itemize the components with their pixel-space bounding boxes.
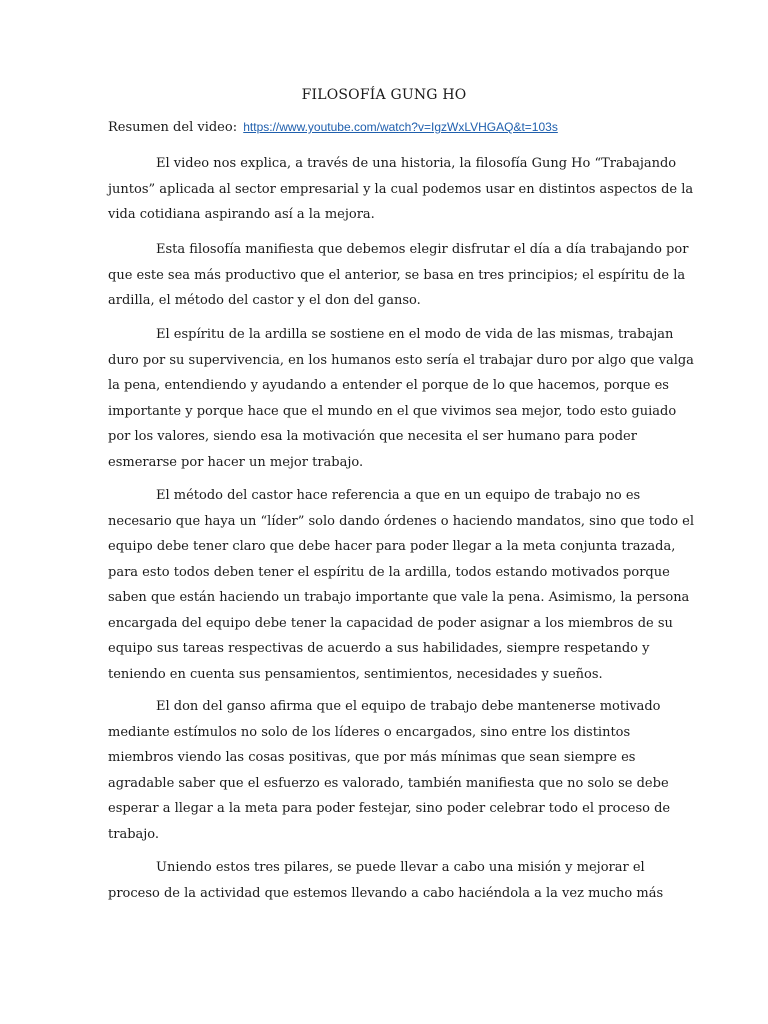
paragraph-intro: [108, 151, 694, 228]
text-line: por los valores, siendo esa la motivación que necesita el ser humano para poder: [108, 429, 637, 444]
text-line: importante y porque hace que el mundo en el que vivimos sea mejor, todo esto guiado: [108, 403, 677, 419]
text-line: vida cotidiana aspirando así a la mejora.: [108, 207, 375, 222]
text-line: esperar a llegar a la meta para poder festejar, sino poder celebrar todo el proceso de: [108, 801, 671, 816]
paragraph-philosophy: [108, 237, 689, 314]
text-line: encargada del equipo debe tener la capacidad de poder asignar a los miembros de su: [108, 615, 673, 631]
text-line: ardilla, el método del castor y el don del ganso.: [108, 293, 421, 308]
video-summary-line: [108, 120, 668, 135]
text-line: esmerarse por hacer un mejor trabajo.: [108, 454, 364, 470]
text-line: El video nos explica, a través de una historia, la filosofía Gung Ho “Trabajando: [156, 156, 677, 171]
text-line: El método del castor hace referencia a que en un equipo de trabajo no es: [156, 488, 641, 503]
paragraph-ganso: [108, 694, 671, 847]
text-line: para esto todos deben tener el espíritu de la ardilla, todos estando motivados porque: [108, 564, 670, 580]
text-line: El espíritu de la ardilla se sostiene en el modo de vida de las mismas, trabajan: [156, 327, 674, 342]
text-line: equipo debe tener claro que debe hacer para poder llegar a la meta conjunta trazada,: [108, 539, 676, 554]
text-line: saben que están haciendo un trabajo importante que vale la pena. Asimismo, la persona: [108, 590, 690, 605]
text-line: Esta filosofía manifiesta que debemos elegir disfrutar el día a día trabajando por: [156, 242, 689, 257]
paragraph-ardilla: [108, 322, 694, 475]
text-line: teniendo en cuenta sus pensamientos, sentimientos, necesidades y sueños.: [108, 666, 603, 682]
text-line: que este sea más productivo que el anterior, se basa en tres principios; el espíritu de la: [108, 267, 686, 283]
document-title: FILOSOFÍA GUNG HO: [301, 87, 467, 103]
text-line: la pena, entendiendo y ayudando a entender el porque de lo que hacemos, porque es: [108, 378, 669, 393]
text-line: proceso de la actividad que estemos llevando a cabo haciéndola a la vez mucho más: [108, 885, 664, 901]
text-line: necesario que haya un “líder” solo dando órdenes o haciendo mandatos, sino que todo el: [108, 513, 695, 529]
paragraph-conclusion: [108, 855, 668, 906]
paragraph-castor: [108, 483, 695, 687]
text-line: equipo sus tareas respectivas de acuerdo a sus habilidades, siempre respetando y: [108, 641, 650, 656]
text-line: Uniendo estos tres pilares, se puede llevar a cabo una misión y mejorar el: [156, 860, 645, 875]
video-summary-label: Resumen del video:: [108, 120, 238, 135]
text-line: El don del ganso afirma que el equipo de trabajo debe mantenerse motivado: [156, 699, 661, 714]
text-line: duro por su supervivencia, en los humanos esto sería el trabajar duro por algo que valga: [108, 352, 694, 368]
video-link[interactable]: https://www.youtube.com/watch?v=IgzWxLVHGAQ&t=103s: [243, 120, 558, 134]
text-line: mediante estímulos no solo de los líderes o encargados, sino entre los distintos: [108, 724, 631, 740]
text-line: trabajo.: [108, 826, 160, 842]
text-line: juntos” aplicada al sector empresarial y la cual podemos usar en distintos aspectos de la: [108, 181, 694, 197]
text-line: miembros viendo las cosas positivas, que por más mínimas que sean siempre es: [108, 750, 636, 765]
text-line: agradable saber que el esfuerzo es valorado, también manifiesta que no solo se debe: [108, 775, 669, 791]
